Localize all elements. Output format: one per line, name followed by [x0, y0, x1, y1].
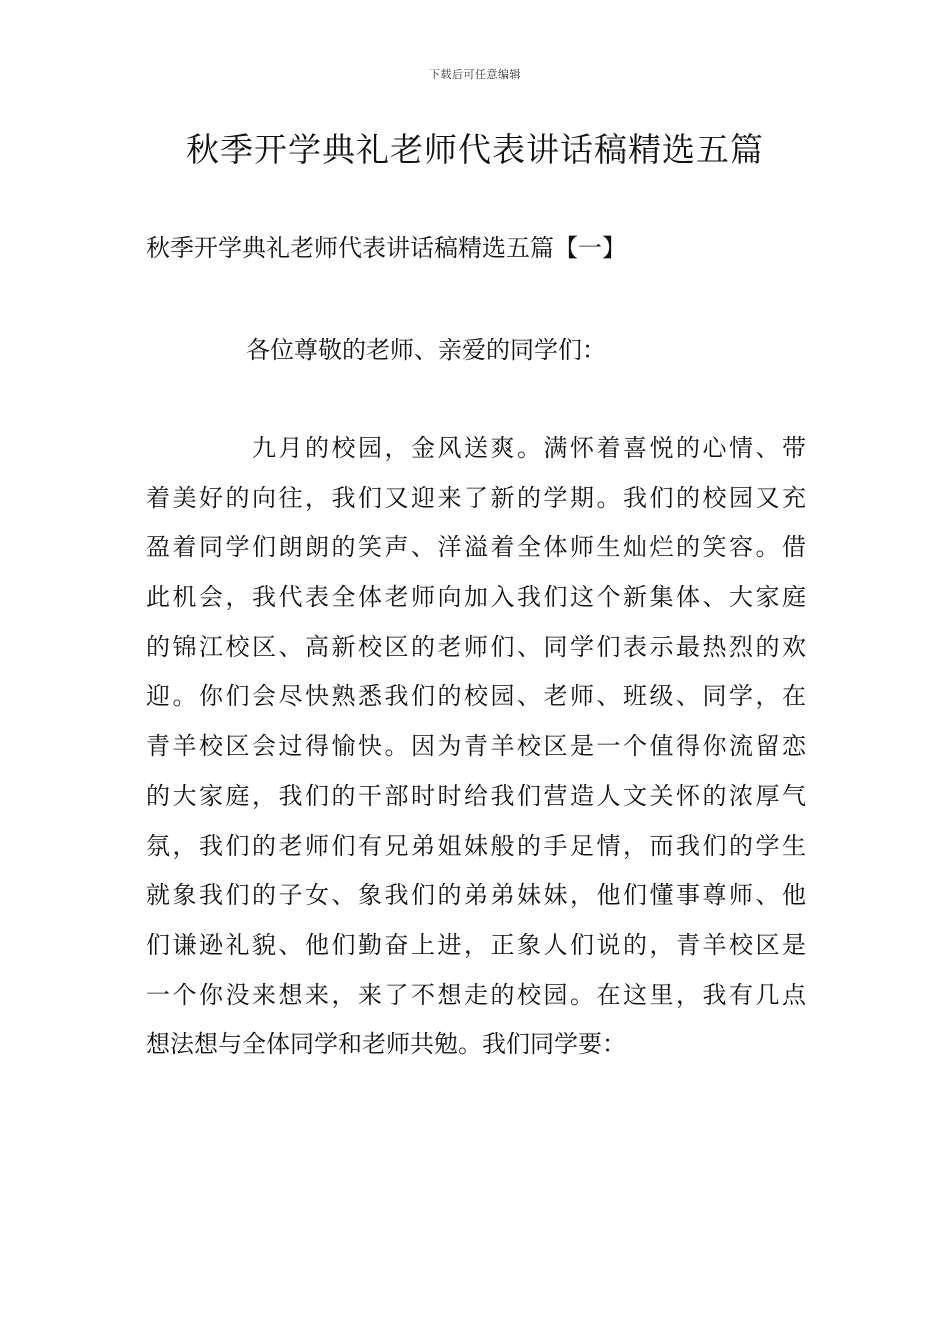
paragraph-line: 迎。你们会尽快熟悉我们的校园、老师、班级、同学，在: [146, 682, 806, 711]
paragraph-line: 就象我们的子女、象我们的弟弟妹妹，他们懂事尊师、他: [146, 881, 806, 910]
paragraph-line: 盈着同学们朗朗的笑声、洋溢着全体师生灿烂的笑容。借: [146, 533, 806, 562]
paragraph-line: 的大家庭，我们的干部时时给我们营造人文关怀的浓厚气: [146, 781, 806, 810]
paragraph-line: 此机会，我代表全体老师向加入我们这个新集体、大家庭: [146, 583, 806, 612]
header-note: 下载后可任意编辑: [429, 68, 521, 81]
paragraph-line: 想法想与全体同学和老师共勉。我们同学要：: [146, 1030, 626, 1059]
paragraph-line: 的锦江校区、高新校区的老师们、同学们表示最热烈的欢: [146, 632, 806, 661]
paragraph-line: 们谦逊礼貌、他们勤奋上进，正象人们说的，青羊校区是: [146, 930, 806, 959]
document-title: 秋季开学典礼老师代表讲话稿精选五篇: [186, 130, 764, 169]
paragraph-line: 氛，我们的老师们有兄弟姐妹般的手足情，而我们的学生: [146, 831, 806, 860]
paragraph-line: 青羊校区会过得愉快。因为青羊校区是一个值得你流留恋: [146, 732, 806, 761]
section-heading: 秋季开学典礼老师代表讲话稿精选五篇【一】: [146, 234, 626, 262]
paragraph-line: 一个你没来想来，来了不想走的校园。在这里，我有几点: [146, 980, 806, 1009]
paragraph-line: 着美好的向往，我们又迎来了新的学期。我们的校园又充: [146, 483, 806, 512]
paragraph-line: 九月的校园，金风送爽。满怀着喜悦的心情、带: [252, 434, 806, 462]
salutation: 各位尊敬的老师、亲爱的同学们：: [246, 336, 606, 364]
body-paragraph: [146, 428, 806, 1074]
